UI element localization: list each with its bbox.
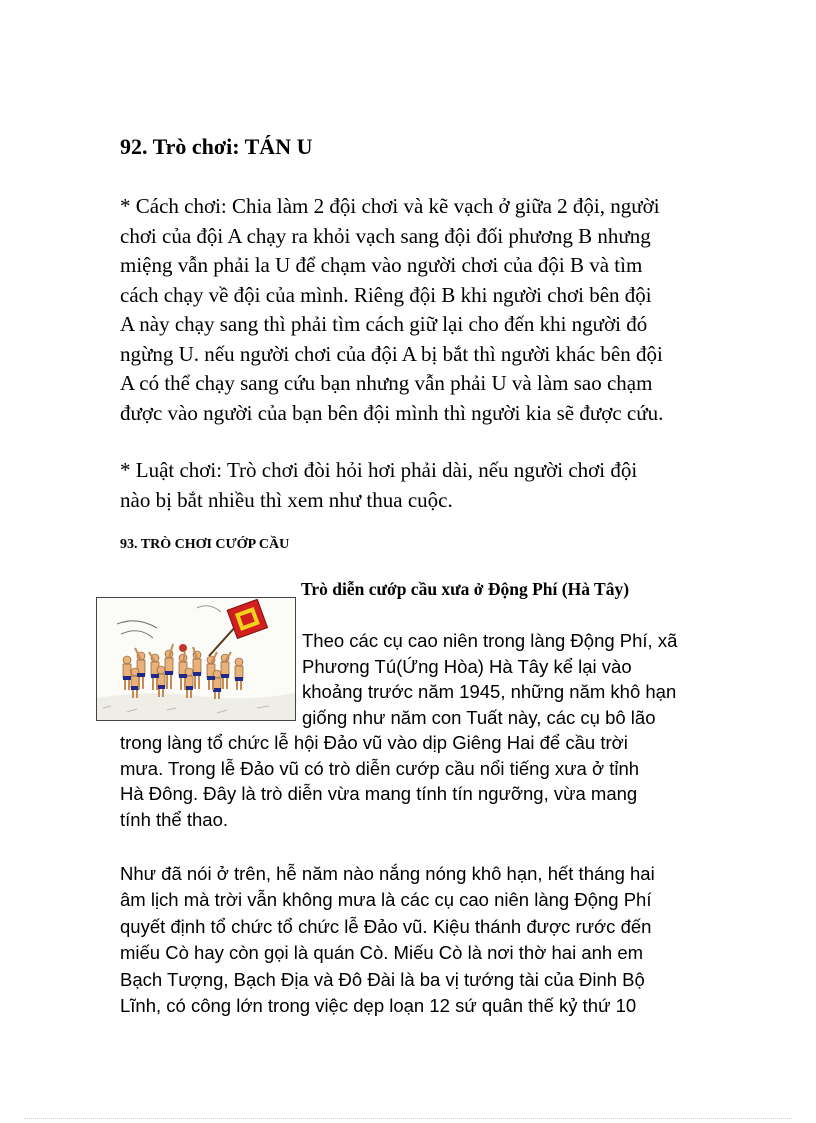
text-line: miệng vẫn phải la U để chạm vào người chơi của đội B và tìm	[120, 253, 643, 277]
text-line: chơi của đội A chạy ra khỏi vạch sang đội đối phương B nhưng	[120, 223, 651, 248]
text-line: A này chạy sang thì phải tìm cách giữ lại cho đến khi người đó	[120, 312, 648, 336]
page-bottom-divider	[24, 1118, 792, 1119]
text-line: * Cách chơi: Chia làm 2 đội chơi và kẽ vạch ở giữa 2 đội, người	[120, 194, 660, 218]
figure-caption: Trò diễn cướp cầu xưa ở Động Phí (Hà Tây)	[301, 579, 630, 599]
text-line: tính thể thao.	[120, 808, 229, 830]
text-line: trong làng tổ chức lễ hội Đảo vũ vào dịp Giêng Hai để cầu trời	[120, 732, 628, 753]
text-line: Lĩnh, có công lớn trong việc dẹp loạn 12 sứ quân thế kỷ thứ 10	[120, 995, 637, 1017]
text-line: Hà Đông. Đây là trò diễn vừa mang tính tín ngưỡng, vừa mang	[120, 783, 638, 805]
text-line: Phương Tú(Ứng Hòa) Hà Tây kể lại vào	[302, 655, 632, 677]
text-line: * Luật chơi: Trò chơi đòi hỏi hơi phải dài, nếu người chơi đội	[120, 458, 638, 482]
text-line: được vào người của bạn bên đội mình thì người kia sẽ được cứu.	[120, 400, 664, 425]
section-93-intro-wrapped	[302, 628, 677, 730]
section-93-intro-continued	[120, 730, 639, 832]
text-line: giống như năm con Tuất này, các cụ bô lão	[302, 706, 656, 728]
section-92-rules	[120, 456, 760, 515]
text-line: Như đã nói ở trên, hễ năm nào nắng nóng khô hạn, hết tháng hai	[120, 863, 655, 884]
section-92-how-to-play	[120, 192, 760, 428]
text-line: miếu Cò hay còn gọi là quán Cò. Miếu Cò là nơi thờ hai anh em	[120, 942, 644, 964]
text-line: nào bị bắt nhiều thì xem như thua cuộc.	[120, 487, 453, 512]
text-line: khoảng trước năm 1945, những năm khô hạn	[302, 681, 677, 703]
text-line: ngừng U. nếu người chơi của đội A bị bắt thì người khác bên đội	[120, 341, 663, 366]
section-93-title: 93. TRÒ CHƠI CƯỚP CẦU	[120, 537, 290, 552]
cuop-cau-drawing-icon	[97, 598, 295, 720]
section-92-title: 92. Trò chơi: TÁN U	[120, 134, 313, 159]
text-line: Bạch Tượng, Bạch Địa và Đô Đài là ba vị tướng tài của Đinh Bộ	[120, 968, 645, 990]
text-line: A có thể chạy sang cứu bạn nhưng vẫn phải U và làm sao chạm	[120, 371, 653, 395]
text-line: Theo các cụ cao niên trong làng Động Phí, xã	[302, 630, 678, 651]
section-93-paragraph-2	[120, 861, 655, 1019]
text-line: quyết định tổ chức tổ chức lễ Đảo vũ. Kiệu thánh được rước đến	[120, 915, 652, 937]
text-line: cách chạy về đội của mình. Riêng đội B khi người chơi bên đội	[120, 282, 652, 307]
illustration-cuop-cau	[96, 597, 296, 721]
text-line: âm lịch mà trời vẫn không mưa là các cụ cao niên làng Động Phí	[120, 889, 652, 911]
text-line: mưa. Trong lễ Đảo vũ có trò diễn cướp cầu nổi tiếng xưa ở tỉnh	[120, 757, 640, 779]
